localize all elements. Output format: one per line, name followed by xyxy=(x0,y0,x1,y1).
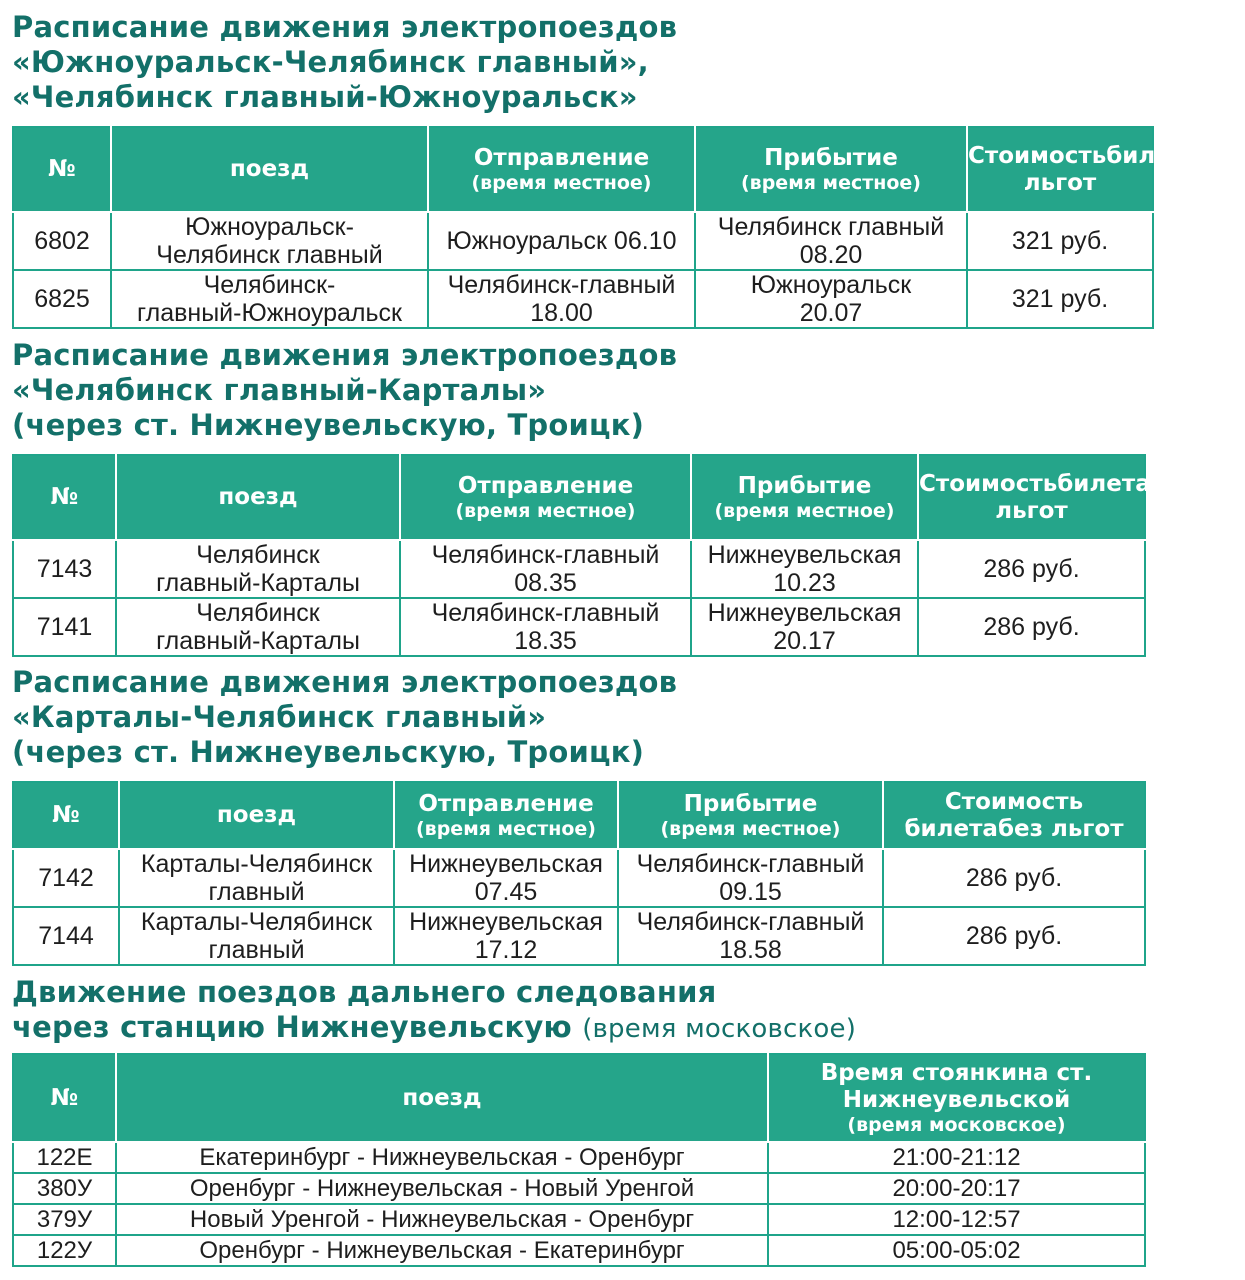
title-line: «Челябинск главный-Южноуральск» xyxy=(12,80,638,114)
schedule-table-yuzhnouralsk xyxy=(12,126,1245,329)
cell-time: 20:00-20:17 xyxy=(768,1173,1145,1204)
title-line: «Южноуральск-Челябинск главный», xyxy=(12,45,649,79)
cell-num: 7142 xyxy=(13,849,119,907)
cell-train: Новый Уренгой - Нижнеувельская - Оренбург xyxy=(116,1204,768,1235)
header-departure-label: Отправление xyxy=(457,473,634,499)
header-price xyxy=(883,782,1145,849)
header-num: № xyxy=(13,782,119,849)
header-departure xyxy=(394,782,618,849)
cell-train xyxy=(111,270,428,328)
cell-num: 7143 xyxy=(13,540,116,598)
section-title-kartaly-in xyxy=(12,665,677,770)
cell-train xyxy=(119,849,394,907)
cell-price: 286 руб. xyxy=(918,540,1145,598)
header-train: поезд xyxy=(119,782,394,849)
header-stop-line: на ст. Нижнеувельской xyxy=(842,1060,1093,1113)
cell-line: 18.58 xyxy=(719,936,782,964)
title-line: (через ст. Нижнеувельскую, Троицк) xyxy=(12,735,645,769)
header-arrival xyxy=(695,127,967,212)
cell-arrival xyxy=(691,540,918,598)
cell-train xyxy=(119,907,394,965)
header-price-line: без льгот xyxy=(997,815,1124,842)
title-line-light: (время московское) xyxy=(582,1014,857,1044)
cell-time: 05:00-05:02 xyxy=(768,1235,1145,1266)
cell-departure xyxy=(400,540,691,598)
cell-line: 20.07 xyxy=(799,299,863,327)
header-num: № xyxy=(13,1054,116,1142)
cell-num: 122Е xyxy=(13,1142,116,1173)
cell-line: Челябинск-главный xyxy=(636,908,865,936)
cell-line: главный-Карталы xyxy=(156,569,360,597)
cell-arrival xyxy=(695,270,967,328)
cell-line: главный xyxy=(208,936,305,964)
table-header-row xyxy=(13,127,1153,212)
cell-arrival xyxy=(691,598,918,656)
title-line xyxy=(12,1010,856,1047)
header-departure-sub: (время местное) xyxy=(416,818,596,840)
cell-departure xyxy=(394,907,618,965)
header-price-line: Стоимость билета xyxy=(904,788,1084,842)
cell-price: 321 руб. xyxy=(967,212,1153,270)
cell-line: 08.20 xyxy=(799,241,863,269)
header-arrival xyxy=(618,782,883,849)
cell-departure xyxy=(428,270,695,328)
title-line-bold: через станцию Нижнеувельскую xyxy=(12,1010,572,1044)
header-train: поезд xyxy=(111,127,428,212)
table-row xyxy=(13,849,1145,907)
cell-line: Нижнеувельская xyxy=(409,850,603,878)
table-row xyxy=(13,907,1145,965)
header-price-line: билета xyxy=(1106,142,1200,169)
header-arrival-sub: (время местное) xyxy=(660,818,841,840)
title-line: Расписание движения электропоездов xyxy=(12,338,678,372)
header-arrival-sub: (время местное) xyxy=(741,172,921,194)
cell-line: Карталы-Челябинск xyxy=(140,908,373,936)
header-stop-sub: (время московское) xyxy=(847,1114,1066,1136)
cell-time: 12:00-12:57 xyxy=(768,1204,1145,1235)
title-line: Расписание движения электропоездов xyxy=(12,10,678,44)
cell-train: Оренбург - Нижнеувельская - Екатеринбург xyxy=(116,1235,768,1266)
schedule-table-kartaly-chelyabinsk xyxy=(12,781,1146,966)
header-departure xyxy=(428,127,695,212)
cell-num: 379У xyxy=(13,1204,116,1235)
cell-departure xyxy=(428,212,695,270)
cell-price: 286 руб. xyxy=(883,907,1145,965)
cell-line: Челябинск xyxy=(196,541,320,569)
cell-line: Челябинск- xyxy=(203,271,336,299)
header-price-line: Стоимость xyxy=(919,470,1058,497)
table-row xyxy=(13,1142,1145,1173)
cell-arrival xyxy=(695,212,967,270)
header-arrival-sub: (время местное) xyxy=(714,500,895,522)
cell-line: 18.35 xyxy=(514,627,577,655)
table-header-row xyxy=(13,1054,1145,1142)
cell-line: Челябинск-главный xyxy=(447,271,676,299)
cell-train: Екатеринбург - Нижнеувельская - Оренбург xyxy=(116,1142,768,1173)
cell-train xyxy=(116,598,400,656)
cell-arrival xyxy=(618,907,883,965)
cell-line: 09.15 xyxy=(719,878,782,906)
header-departure xyxy=(400,455,691,540)
title-line: «Карталы-Челябинск главный» xyxy=(12,700,547,734)
schedule-table-chelyabinsk-kartaly xyxy=(12,454,1196,657)
cell-line: главный-Южноуральск xyxy=(137,299,402,327)
cell-line: 10.23 xyxy=(773,569,836,597)
section-title-yuzhnouralsk xyxy=(12,10,677,115)
header-arrival-label: Прибытие xyxy=(683,791,818,817)
cell-line: Южноуральск 06.10 xyxy=(446,227,677,255)
cell-line: Челябинск главный xyxy=(156,241,383,269)
table-row xyxy=(13,212,1153,270)
cell-num: 6802 xyxy=(13,212,111,270)
cell-line: Южноуральск- xyxy=(185,213,354,241)
cell-line: Карталы-Челябинск xyxy=(140,850,373,878)
title-line: (через ст. Нижнеувельскую, Троицк) xyxy=(12,408,645,442)
header-price-line: билета xyxy=(1057,470,1151,497)
cell-train: Оренбург - Нижнеувельская - Новый Уренгой xyxy=(116,1173,768,1204)
cell-line: главный xyxy=(208,878,305,906)
header-num: № xyxy=(13,455,116,540)
cell-num: 7144 xyxy=(13,907,119,965)
header-departure-sub: (время местное) xyxy=(471,172,652,194)
cell-line: Челябинск-главный xyxy=(431,541,660,569)
title-line: Расписание движения электропоездов xyxy=(12,665,678,699)
longdistance-table xyxy=(12,1053,1146,1267)
header-price xyxy=(918,455,1196,540)
table-row xyxy=(13,1204,1145,1235)
cell-line: 20.17 xyxy=(773,627,836,655)
cell-num: 380У xyxy=(13,1173,116,1204)
cell-line: Нижнеувельская xyxy=(707,599,902,627)
header-stop-line: Время стоянки xyxy=(820,1060,1018,1086)
cell-line: Челябинск главный xyxy=(717,213,945,241)
cell-line: Южноуральск xyxy=(750,271,912,299)
table-header-row xyxy=(13,455,1145,540)
header-train: поезд xyxy=(116,455,400,540)
cell-line: 08.35 xyxy=(514,569,577,597)
cell-num: 7141 xyxy=(13,598,116,656)
cell-line: 17.12 xyxy=(474,936,538,964)
cell-line: Челябинск-главный xyxy=(431,599,660,627)
table-header-row xyxy=(13,782,1145,849)
header-departure-label: Отправление xyxy=(418,791,594,817)
section-title-longdistance xyxy=(12,975,856,1047)
header-departure-sub: (время местное) xyxy=(455,500,636,522)
header-price-line: без льгот xyxy=(1023,142,1245,196)
header-price-line: без льгот xyxy=(995,470,1196,524)
cell-line: 07.45 xyxy=(474,878,538,906)
cell-train xyxy=(111,212,428,270)
cell-line: Нижнеувельская xyxy=(707,541,902,569)
cell-price: 286 руб. xyxy=(918,598,1145,656)
cell-line: главный-Карталы xyxy=(156,627,360,655)
cell-train xyxy=(116,540,400,598)
cell-arrival xyxy=(618,849,883,907)
header-arrival-label: Прибытие xyxy=(737,473,872,499)
header-arrival xyxy=(691,455,918,540)
cell-price: 321 руб. xyxy=(967,270,1153,328)
section-title-kartaly-out xyxy=(12,338,677,443)
header-arrival-label: Прибытие xyxy=(764,145,898,171)
title-line: Движение поездов дальнего следования xyxy=(12,975,717,1009)
table-row xyxy=(13,270,1153,328)
table-row xyxy=(13,1235,1145,1266)
header-num: № xyxy=(13,127,111,212)
cell-num: 122У xyxy=(13,1235,116,1266)
cell-line: Нижнеувельская xyxy=(409,908,603,936)
title-line: «Челябинск главный-Карталы» xyxy=(12,373,547,407)
cell-num: 6825 xyxy=(13,270,111,328)
cell-price: 286 руб. xyxy=(883,849,1145,907)
cell-line: Челябинск xyxy=(196,599,320,627)
header-train: поезд xyxy=(116,1054,768,1142)
table-row xyxy=(13,540,1145,598)
header-price xyxy=(967,127,1245,212)
cell-time: 21:00-21:12 xyxy=(768,1142,1145,1173)
table-row xyxy=(13,1173,1145,1204)
cell-departure xyxy=(400,598,691,656)
cell-line: 18.00 xyxy=(530,299,593,327)
header-price-line: Стоимость xyxy=(968,142,1107,169)
header-stop-time xyxy=(768,1054,1145,1142)
cell-line: Челябинск-главный xyxy=(636,850,865,878)
header-departure-label: Отправление xyxy=(473,145,650,171)
cell-departure xyxy=(394,849,618,907)
table-row xyxy=(13,598,1145,656)
